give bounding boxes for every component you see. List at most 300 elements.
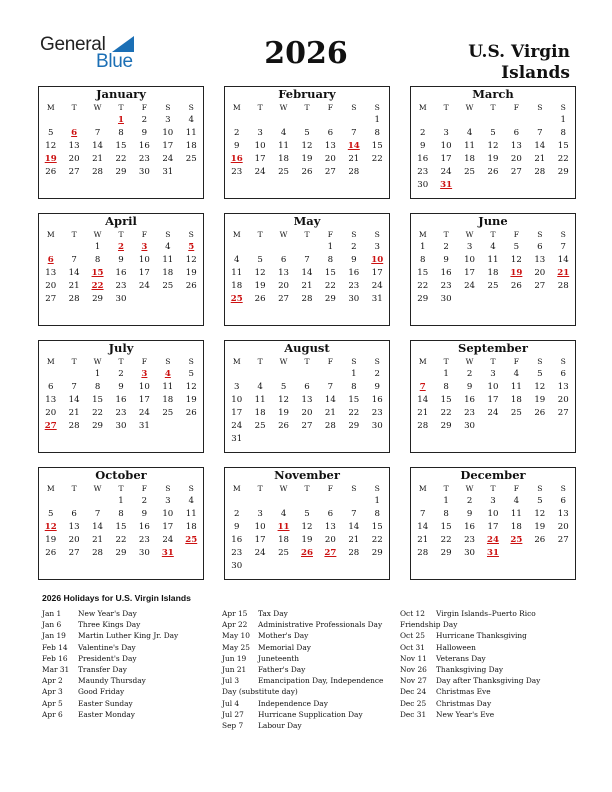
day: 12 [185, 255, 197, 265]
month-august [224, 340, 390, 453]
day: 29 [348, 421, 360, 431]
week-row [225, 254, 389, 267]
day: 10 [440, 141, 452, 151]
day: 25 [464, 167, 476, 177]
empty-day [248, 433, 271, 446]
empty-day [528, 293, 551, 306]
day: 4 [466, 128, 473, 138]
day: 26 [254, 294, 266, 304]
day: 21 [324, 408, 336, 418]
holiday-item [400, 642, 580, 653]
day: 21 [348, 535, 360, 545]
weekday-label: M [46, 103, 55, 112]
day: 27 [45, 294, 57, 304]
holiday-item [222, 709, 402, 720]
weekday-label: T [257, 357, 263, 366]
day: 5 [304, 509, 310, 519]
weekday-label: S [351, 230, 357, 239]
day: 8 [374, 128, 380, 138]
holiday-day: 31 [161, 548, 174, 558]
day: 6 [327, 128, 334, 138]
holiday-name: New Year's Eve [436, 709, 495, 719]
day: 15 [115, 522, 127, 532]
week-row [411, 280, 575, 293]
day: 17 [254, 154, 266, 164]
weekday-label: S [188, 484, 194, 493]
day: 11 [185, 509, 197, 519]
region-line-1: U.S. Virgin [468, 42, 570, 62]
day: 7 [94, 509, 101, 519]
month-name: July [108, 341, 134, 355]
holiday-date: Oct 12 [400, 609, 425, 618]
weekday-label: T [490, 357, 496, 366]
holiday-name: Hurricane Thanksgiving [436, 631, 527, 641]
week-row [411, 368, 575, 381]
week-row [225, 381, 389, 394]
day: 18 [487, 268, 499, 278]
holiday-day: 10 [371, 255, 384, 265]
day: 22 [371, 154, 383, 164]
day: 23 [417, 167, 429, 177]
day: 7 [327, 382, 334, 392]
day: 12 [254, 268, 266, 278]
day: 24 [254, 548, 266, 558]
day: 15 [557, 141, 569, 151]
empty-day [528, 420, 551, 433]
weekday-label: W [93, 230, 102, 239]
holiday-item [42, 686, 222, 697]
day: 26 [45, 548, 57, 558]
empty-day [505, 420, 528, 433]
day: 19 [185, 395, 197, 405]
day: 2 [419, 128, 426, 138]
weekday-label: W [93, 484, 102, 493]
holiday-date: Oct 31 [400, 642, 425, 652]
weekday-label: S [560, 484, 566, 493]
day: 24 [162, 535, 174, 545]
month-december [410, 467, 576, 580]
day: 14 [417, 395, 429, 405]
day: 13 [278, 268, 290, 278]
weekday-label: M [232, 230, 241, 239]
weekday-header [39, 482, 203, 495]
weekday-label: T [490, 484, 496, 493]
day: 30 [417, 180, 429, 190]
weekday-label: F [327, 230, 334, 239]
day: 8 [94, 255, 101, 265]
empty-day [295, 433, 318, 446]
day: 9 [233, 141, 240, 151]
empty-day [86, 114, 109, 127]
day: 1 [94, 242, 101, 252]
holiday-day: 4 [164, 369, 171, 379]
day: 27 [534, 281, 546, 291]
week-row [411, 166, 575, 179]
holiday-name: Independence Day [258, 698, 328, 708]
week-row [39, 267, 203, 280]
day: 16 [417, 154, 429, 164]
day: 15 [115, 141, 127, 151]
day: 29 [371, 548, 383, 558]
day: 3 [233, 382, 240, 392]
empty-day [342, 495, 365, 508]
week-row [225, 534, 389, 547]
weekday-label: S [188, 230, 194, 239]
day: 3 [374, 242, 380, 252]
weekday-label: F [513, 484, 520, 493]
empty-day [180, 166, 203, 179]
empty-day [180, 547, 203, 560]
day: 8 [94, 382, 101, 392]
day: 19 [487, 154, 499, 164]
day: 18 [464, 154, 476, 164]
empty-day [272, 495, 295, 508]
day: 19 [534, 522, 546, 532]
week-row [411, 254, 575, 267]
day: 24 [487, 408, 499, 418]
weekday-label: T [304, 357, 310, 366]
day: 26 [534, 408, 546, 418]
day: 23 [464, 408, 476, 418]
holiday-date: Apr 3 [42, 687, 63, 697]
weekday-label: W [465, 484, 474, 493]
holiday-name: Halloween [436, 642, 476, 652]
holiday-date: Feb 16 [42, 653, 68, 663]
empty-day [225, 114, 248, 127]
month-may [224, 213, 390, 326]
day: 11 [254, 395, 266, 405]
holiday-day: 31 [440, 180, 453, 190]
holiday-date: Jul 27 [222, 709, 244, 719]
day: 16 [464, 522, 476, 532]
week-row [411, 140, 575, 153]
day: 10 [254, 522, 266, 532]
day: 11 [278, 141, 290, 151]
weekday-label: T [443, 357, 449, 366]
weekday-label: W [93, 357, 102, 366]
day: 16 [371, 395, 383, 405]
week-row [39, 293, 203, 306]
day: 28 [417, 421, 429, 431]
empty-day [505, 114, 528, 127]
empty-day [39, 368, 62, 381]
day: 7 [351, 128, 357, 138]
week-row [225, 521, 389, 534]
day: 4 [233, 255, 240, 265]
day: 16 [138, 522, 150, 532]
day: 27 [301, 421, 313, 431]
day: 27 [557, 408, 569, 418]
weekday-label: M [46, 230, 55, 239]
week-row [411, 381, 575, 394]
empty-day [552, 293, 575, 306]
day: 26 [185, 281, 197, 291]
day: 18 [185, 141, 197, 151]
holiday-item [222, 630, 402, 641]
weekday-label: F [327, 484, 334, 493]
empty-day [505, 179, 528, 192]
day: 15 [348, 395, 360, 405]
day: 22 [440, 535, 452, 545]
weekday-label: T [71, 484, 77, 493]
day: 23 [115, 408, 127, 418]
holiday-item [42, 675, 222, 686]
holiday-name: Maundy Thursday [78, 676, 146, 686]
empty-day [133, 293, 156, 306]
weekday-label: W [279, 103, 288, 112]
day: 28 [348, 548, 360, 558]
day: 18 [510, 395, 522, 405]
empty-day [458, 293, 481, 306]
day: 25 [278, 167, 290, 177]
day: 17 [138, 268, 150, 278]
weekday-header [411, 355, 575, 368]
holiday-day: 27 [44, 421, 57, 431]
day: 1 [327, 242, 334, 252]
holiday-name: Father's Day [258, 665, 306, 675]
day: 8 [118, 128, 124, 138]
empty-day [272, 560, 295, 573]
day: 5 [280, 382, 287, 392]
week-row [39, 254, 203, 267]
week-row [39, 521, 203, 534]
week-row [39, 166, 203, 179]
week-row [411, 293, 575, 306]
day: 9 [351, 255, 357, 265]
day: 25 [162, 281, 174, 291]
month-june [410, 213, 576, 326]
empty-day [248, 114, 271, 127]
week-row [411, 394, 575, 407]
day: 9 [141, 128, 148, 138]
day: 28 [92, 167, 104, 177]
holiday-day: 19 [510, 268, 523, 278]
holiday-date: Jun 21 [222, 665, 247, 675]
holiday-date: Apr 5 [42, 698, 63, 708]
empty-day [156, 420, 179, 433]
day: 11 [162, 382, 174, 392]
week-row [411, 267, 575, 280]
holiday-item [222, 698, 402, 709]
day: 7 [71, 255, 77, 265]
day: 4 [188, 496, 194, 506]
day: 30 [464, 421, 476, 431]
holiday-name: Friendship Day [400, 620, 458, 630]
day: 16 [115, 268, 127, 278]
day: 31 [162, 167, 174, 177]
month-name: May [293, 214, 321, 228]
weekday-label: S [165, 103, 171, 112]
empty-day [39, 114, 62, 127]
day: 28 [348, 167, 360, 177]
holiday-date: Apr 15 [222, 609, 248, 618]
holiday-date: Mar 31 [42, 665, 70, 675]
holiday-date: Dec 31 [400, 709, 427, 719]
day: 22 [371, 535, 383, 545]
day: 10 [138, 382, 150, 392]
month-name: November [274, 468, 340, 482]
empty-day [342, 560, 365, 573]
day: 12 [534, 382, 546, 392]
day: 13 [557, 382, 569, 392]
holidays-title: 2026 Holidays for U.S. Virgin Islands [42, 593, 191, 603]
holiday-item [400, 664, 580, 675]
weekday-label: S [537, 357, 543, 366]
weekday-label: W [465, 103, 474, 112]
day: 25 [510, 408, 522, 418]
weekday-header [411, 482, 575, 495]
weekday-label: F [327, 103, 334, 112]
holiday-item [400, 608, 580, 619]
day: 1 [374, 496, 380, 506]
day: 11 [510, 509, 522, 519]
day: 30 [371, 421, 383, 431]
day: 19 [301, 154, 313, 164]
empty-day [458, 179, 481, 192]
holiday-item [400, 653, 580, 664]
month-name: March [472, 87, 514, 101]
empty-day [319, 495, 342, 508]
day: 6 [280, 255, 287, 265]
day: 4 [188, 115, 194, 125]
holiday-date: Nov 11 [400, 653, 427, 663]
weekday-label: S [537, 103, 543, 112]
day: 6 [71, 509, 77, 519]
day: 18 [254, 408, 266, 418]
weekday-label: M [418, 484, 427, 493]
day: 17 [138, 395, 150, 405]
day: 12 [534, 509, 546, 519]
weekday-label: S [188, 103, 194, 112]
week-row [411, 407, 575, 420]
day: 10 [254, 141, 266, 151]
day: 22 [557, 154, 569, 164]
week-row [39, 241, 203, 254]
day: 8 [351, 382, 357, 392]
day: 28 [68, 421, 80, 431]
day: 21 [68, 408, 80, 418]
holiday-date: Dec 25 [400, 698, 427, 708]
day: 16 [138, 141, 150, 151]
day: 30 [138, 167, 150, 177]
day: 28 [557, 281, 569, 291]
holiday-name: Day after Thanksgiving Day [436, 676, 541, 686]
holiday-item [400, 675, 580, 686]
weekday-label: T [257, 484, 263, 493]
day: 16 [115, 395, 127, 405]
day: 15 [371, 141, 383, 151]
day: 8 [118, 509, 124, 519]
weekday-header [411, 228, 575, 241]
week-row [39, 547, 203, 560]
month-july [38, 340, 204, 453]
empty-day [39, 495, 62, 508]
day: 12 [301, 522, 313, 532]
day: 26 [534, 535, 546, 545]
holiday-item [42, 630, 222, 641]
day: 1 [419, 242, 426, 252]
day: 24 [138, 408, 150, 418]
day: 16 [231, 535, 243, 545]
week-row [39, 508, 203, 521]
weekday-label: F [141, 357, 148, 366]
holiday-date: Oct 25 [400, 631, 425, 641]
day: 22 [115, 154, 127, 164]
region-line-2: Islands [501, 63, 570, 83]
day: 29 [115, 167, 127, 177]
day: 21 [534, 154, 546, 164]
weekday-label: T [71, 357, 77, 366]
day: 2 [351, 242, 357, 252]
week-row [225, 114, 389, 127]
empty-day [552, 420, 575, 433]
day: 2 [374, 369, 380, 379]
day: 11 [464, 141, 476, 151]
weekday-label: M [418, 230, 427, 239]
day: 3 [490, 369, 496, 379]
holiday-date: Apr 6 [42, 709, 63, 719]
weekday-label: T [443, 230, 449, 239]
day: 28 [92, 548, 104, 558]
day: 16 [348, 268, 360, 278]
day: 14 [301, 268, 313, 278]
day: 22 [348, 408, 360, 418]
day: 8 [327, 255, 334, 265]
day: 20 [557, 395, 569, 405]
day: 13 [557, 509, 569, 519]
empty-day [481, 420, 504, 433]
holiday-item [222, 619, 402, 630]
week-row [39, 140, 203, 153]
holiday-name: Memorial Day [258, 642, 311, 652]
weekday-label: F [513, 357, 520, 366]
week-row [225, 394, 389, 407]
holiday-name: Transfer Day [78, 665, 127, 675]
weekday-header [225, 482, 389, 495]
weekday-header [225, 355, 389, 368]
day: 24 [440, 167, 452, 177]
week-row [225, 280, 389, 293]
day: 20 [324, 535, 336, 545]
day: 20 [278, 281, 290, 291]
day: 12 [510, 255, 522, 265]
empty-day [272, 433, 295, 446]
week-row [225, 140, 389, 153]
weekday-header [225, 228, 389, 241]
weekday-label: M [418, 357, 427, 366]
empty-day [225, 495, 248, 508]
day: 14 [557, 255, 569, 265]
day: 19 [45, 535, 57, 545]
holiday-day: 6 [47, 255, 54, 265]
week-row [411, 241, 575, 254]
holiday-day: 26 [300, 548, 313, 558]
day: 29 [92, 421, 104, 431]
weekday-label: F [141, 230, 148, 239]
empty-day [319, 368, 342, 381]
week-row [39, 280, 203, 293]
day: 1 [374, 115, 380, 125]
day: 21 [92, 154, 104, 164]
day: 11 [231, 268, 243, 278]
holiday-day: 12 [44, 522, 57, 532]
week-row [225, 495, 389, 508]
day: 13 [68, 141, 80, 151]
weekday-label: T [257, 103, 263, 112]
empty-day [180, 420, 203, 433]
day: 13 [301, 395, 313, 405]
weekday-label: W [279, 484, 288, 493]
